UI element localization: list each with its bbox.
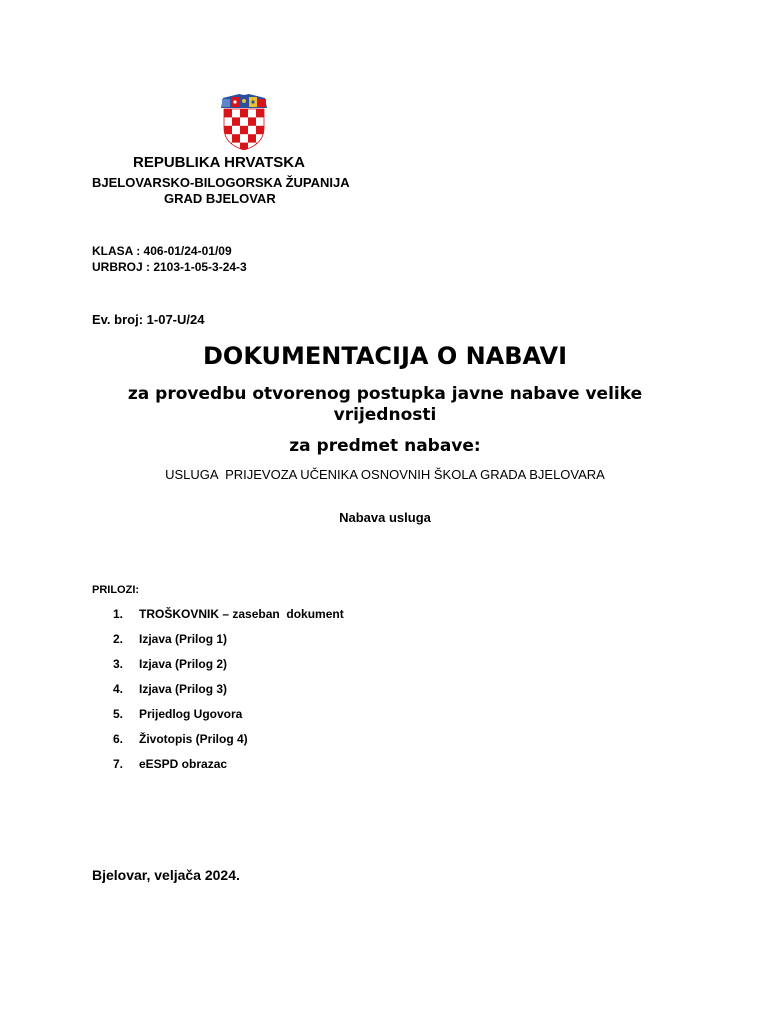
crest-check-square bbox=[256, 109, 264, 117]
evidence-number: Ev. broj: 1-07-U/24 bbox=[92, 312, 205, 327]
list-item bbox=[113, 731, 344, 756]
list-item bbox=[113, 706, 344, 731]
crest-check-square bbox=[256, 126, 264, 134]
place-and-date: Bjelovar, veljača 2024. bbox=[92, 867, 240, 883]
list-item-text: Izjava (Prilog 1) bbox=[139, 632, 228, 646]
list-item bbox=[113, 756, 344, 781]
crest-check-square bbox=[248, 134, 256, 142]
list-item-text: Prijedlog Ugovora bbox=[139, 707, 243, 721]
urbroj-reference: URBROJ : 2103-1-05-3-24-3 bbox=[92, 260, 247, 274]
country-name: REPUBLIKA HRVATSKA bbox=[133, 154, 305, 171]
checkered-shield bbox=[224, 109, 264, 150]
crest-check-square bbox=[240, 109, 248, 117]
list-item-number: 3. bbox=[113, 657, 124, 671]
list-item-text: TROŠKOVNIK – zaseban dokument bbox=[139, 607, 344, 621]
klasa-reference: KLASA : 406-01/24-01/09 bbox=[92, 244, 232, 258]
list-item-number: 7. bbox=[113, 757, 124, 771]
crest-check-square bbox=[232, 134, 240, 142]
attachments-list bbox=[113, 606, 344, 781]
list-item-text: eESPD obrazac bbox=[139, 757, 228, 771]
crest-check-square bbox=[248, 117, 256, 125]
list-item-text: Izjava (Prilog 2) bbox=[139, 657, 228, 671]
document-title: DOKUMENTACIJA O NABAVI bbox=[203, 342, 567, 370]
procurement-type: Nabava usluga bbox=[339, 510, 431, 525]
city-name: GRAD BJELOVAR bbox=[164, 191, 276, 206]
list-item-text: Životopis (Prilog 4) bbox=[139, 732, 248, 746]
list-item-number: 1. bbox=[113, 607, 124, 621]
crest-check-square bbox=[232, 117, 240, 125]
crest-check-square bbox=[224, 126, 232, 134]
county-name: BJELOVARSKO-BILOGORSKA ŽUPANIJA bbox=[92, 175, 350, 190]
list-item-text: Izjava (Prilog 3) bbox=[139, 682, 228, 696]
subject-label: za predmet nabave: bbox=[289, 436, 481, 456]
list-item-number: 5. bbox=[113, 707, 124, 721]
list-item-number: 6. bbox=[113, 732, 124, 746]
croatian-coat-of-arms-icon bbox=[219, 94, 269, 150]
list-item bbox=[113, 631, 344, 656]
crown bbox=[221, 94, 267, 108]
crest-check-square bbox=[224, 109, 232, 117]
list-item bbox=[113, 606, 344, 631]
list-item bbox=[113, 681, 344, 706]
list-item-number: 4. bbox=[113, 682, 124, 696]
attachments-label: PRILOZI: bbox=[92, 584, 140, 596]
list-item bbox=[113, 656, 344, 681]
procurement-subject: USLUGA PRIJEVOZA UČENIKA OSNOVNIH ŠKOLA GRADA BJELOVARA bbox=[165, 467, 605, 482]
crest-check-square bbox=[240, 126, 248, 134]
document-subtitle: za provedbu otvorenog postupka javne nabave velike vrijednosti bbox=[127, 384, 643, 425]
list-item-number: 2. bbox=[113, 632, 124, 646]
